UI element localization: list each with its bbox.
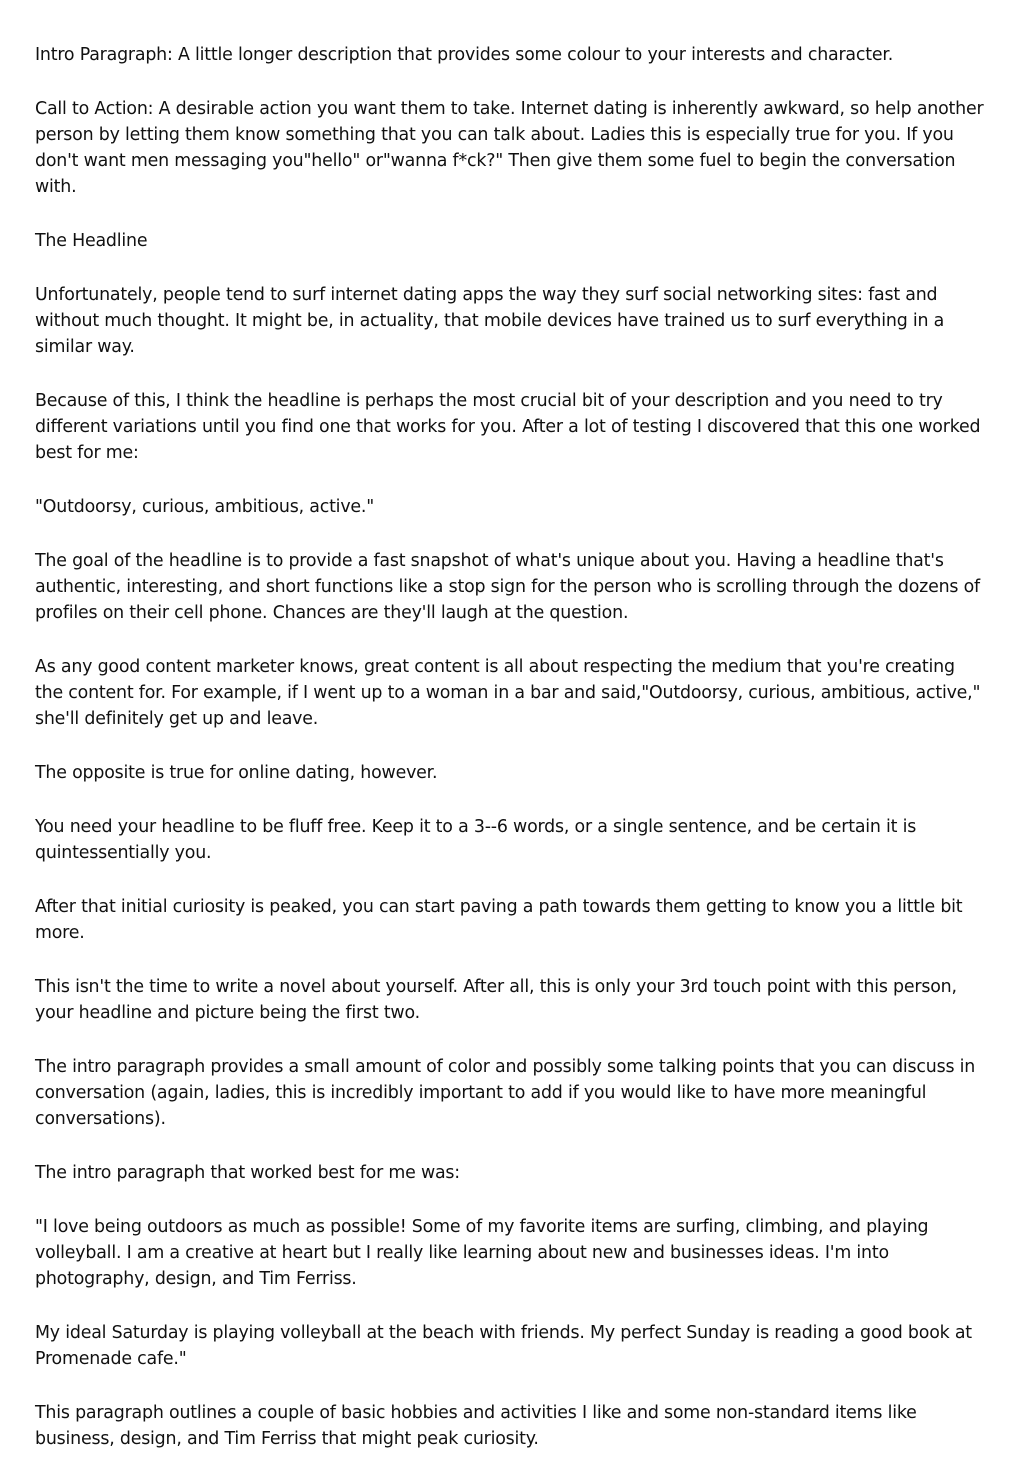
intro-quote-part-2: My ideal Saturday is playing volleyball at the beach with friends. My perfect Sunday is reading a good book at Promenade cafe." <box>35 1323 972 1369</box>
paragraph: As any good content marketer knows, great content is all about respecting the medium that you're creating the content for. For example, if I went up to a woman in a bar and said,"Outdoorsy, curious, ambitious, active," she'll definitely get up and leave. <box>35 657 981 729</box>
paragraph: This paragraph outlines a couple of basic hobbies and activities I like and some non-standard items like business, design, and Tim Ferriss that might peak curiosity. <box>35 1403 917 1449</box>
paragraph-intro-definition: Intro Paragraph: A little longer description that provides some colour to your interests and character. <box>35 45 894 65</box>
section-heading-the-headline: The Headline <box>35 231 148 251</box>
article-body <box>35 42 987 1480</box>
paragraph: The intro paragraph provides a small amount of color and possibly some talking points that you can discuss in conversation (again, ladies, this is incredibly important to add if you would like to have more meaningful conversations). <box>35 1057 976 1129</box>
paragraph-call-to-action-definition: Call to Action: A desirable action you want them to take. Internet dating is inherently awkward, so help another person by letting them know something that you can talk about. Ladies this is especially true for you. If you don't want men messaging you"hello" or"wanna f*ck?" Then give them some fuel to begin the conversation with. <box>35 99 984 197</box>
paragraph: The intro paragraph that worked best for me was: <box>35 1163 460 1183</box>
paragraph: After that initial curiosity is peaked, you can start paving a path towards them getting to know you a little bit more. <box>35 897 963 943</box>
paragraph: The opposite is true for online dating, however. <box>35 763 438 783</box>
intro-quote-part-1: "I love being outdoors as much as possible! Some of my favorite items are surfing, climbing, and playing volleyball. I am a creative at heart but I really like learning about new and businesses ideas. I'm into photography, design, and Tim Ferriss. <box>35 1217 929 1289</box>
paragraph: Unfortunately, people tend to surf internet dating apps the way they surf social networking sites: fast and without much thought. It might be, in actuality, that mobile devices have trained us to surf everything in a similar way. <box>35 285 945 357</box>
headline-quote: "Outdoorsy, curious, ambitious, active." <box>35 497 375 517</box>
paragraph: Because of this, I think the headline is perhaps the most crucial bit of your description and you need to try different variations until you find one that works for you. After a lot of testing I discovered that this one worked best for me: <box>35 391 981 463</box>
paragraph: The goal of the headline is to provide a fast snapshot of what's unique about you. Having a headline that's authentic, interesting, and short functions like a stop sign for the person who is scrolling through the dozens of profiles on their cell phone. Chances are they'll laugh at the question. <box>35 551 980 623</box>
paragraph: You need your headline to be fluff free. Keep it to a 3--6 words, or a single sentence, and be certain it is quintessentially you. <box>35 817 917 863</box>
paragraph: This isn't the time to write a novel about yourself. After all, this is only your 3rd touch point with this person, your headline and picture being the first two. <box>35 977 957 1023</box>
